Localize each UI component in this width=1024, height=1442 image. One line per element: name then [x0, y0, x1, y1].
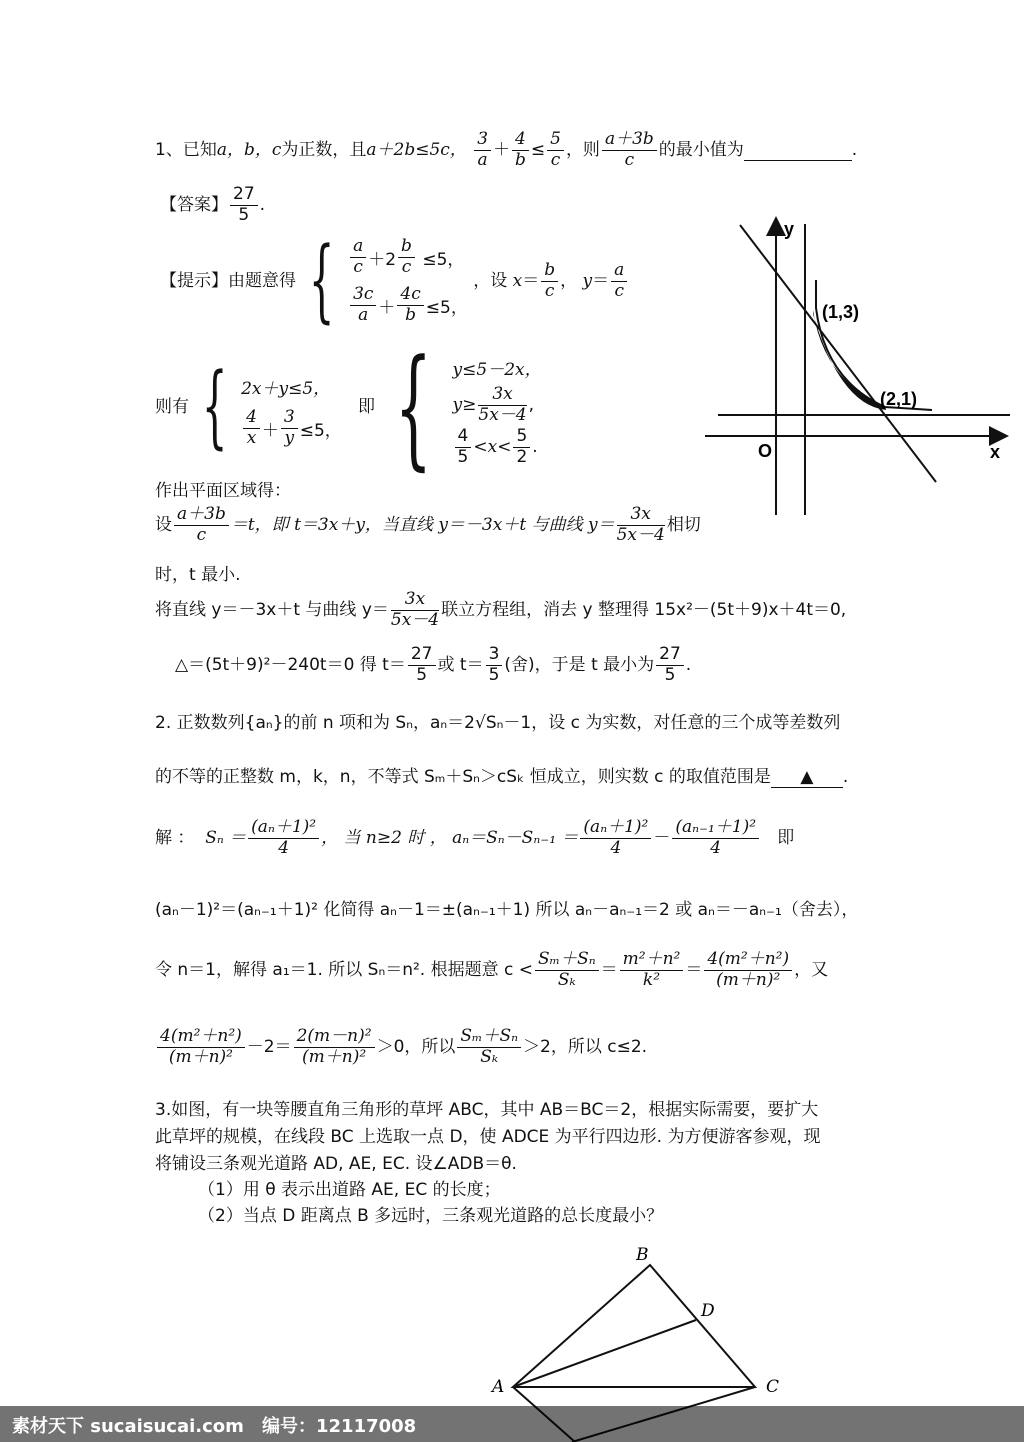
q2-solution-2: (aₙ－1)²＝(aₙ₋₁＋1)² 化简得 aₙ－1＝±(aₙ₋₁＋1) 所以 aₙ－aₙ₋₁＝2 或 aₙ＝－aₙ₋₁（舍去）， [155, 900, 859, 920]
label-a: A [492, 1377, 505, 1397]
y-label: y [784, 219, 795, 239]
q2-solution-3: 令 n＝1，解得 a₁＝1. 所以 Sₙ＝n². 根据题意 c < $\frac{\text{Sₘ＋Sₙ}}{\text{Sₖ}}$ ＝ $\frac{\text{m²＋n²}}{\text{k²}}$ ＝ $\frac{\text{4(m²＋n²)}}{\text{(m＋n)²}}$ ，又 [155, 949, 829, 990]
answer-fraction: $\frac{27}{5}$ [230, 185, 258, 225]
q1-let-t: 设 $\frac{a+3b}{c}$ ＝t，即 t＝3x＋y，当直线 y＝－3x＋t 与曲线 y＝ $\frac{3x}{5x-4}$ 相切 [155, 504, 701, 545]
q2-line2: 的不等的正整数 m，k，n，不等式 Sₘ＋Sₙ＞cSₖ 恒成立，则实数 c 的取值范围是 ▲ . [155, 767, 849, 787]
segment-ad [513, 1320, 696, 1387]
target-fraction: $\frac{a+3b}{c}$ [602, 130, 657, 170]
x-label: x [990, 442, 1001, 462]
watermark-bar [0, 1406, 1024, 1442]
point-label-2-1: (2,1) [880, 389, 918, 409]
q1-when: 时，t 最小. [155, 565, 241, 585]
answer-blank: ▲ [771, 767, 843, 788]
q1-region-text: 作出平面区域得： [155, 481, 291, 501]
system-1: $\frac{a}{c}$ ＋2 $\frac{b}{c}$ ≤5， $\frac{3c}{a}$ ＋ $\frac{4c}{b}$ ≤5， [348, 240, 468, 322]
q2-solution-4: $\frac{\text{4(m²＋n²)}}{\text{(m＋n)²}}$ －2＝ $\frac{\text{2(m－n)²}}{\text{(m＋n)²}}$ ＞0，所以 $\frac{\text{Sₘ＋Sₙ}}{\text{Sₖ}}$ ＞2，所以 c≤2. [155, 1027, 647, 1067]
label-b: B [636, 1245, 649, 1265]
q1-answer: 【答案】 $\frac{27}{5}$ . [160, 184, 266, 225]
q2-solution-1: 解 ： Sₙ ＝ $\frac{\text{(aₙ＋1)²}}{4}$ ， 当 n≥2 时 ， aₙ＝Sₙ－Sₙ₋₁ ＝ $\frac{\text{(aₙ＋1)²}}{4}$ － $\frac{\text{(aₙ₋₁＋1)²}}{4}$ 即 [155, 817, 795, 858]
q2-line1: 2. 正数数列{aₙ}的前 n 项和为 Sₙ，aₙ＝2√Sₙ－1，设 c 为实数，对任意的三个成等差数列 [155, 713, 841, 733]
fraction: $\frac{4}{b}$ [512, 130, 529, 170]
q3-line3: 将铺设三条观光道路 AD, AE, EC. 设∠ADB＝θ. [155, 1154, 517, 1174]
q1-solve: 将直线 y＝－3x＋t 与曲线 y＝ $\frac{3x}{5x-4}$ 联立方程组，消去 y 整理得 15x²－(5t＋9)x＋4t＝0, [155, 589, 847, 630]
q3-sub1: （1）用 θ 表示出道路 AE, EC 的长度； [198, 1180, 501, 1200]
region-graph [700, 210, 1020, 530]
q3-sub2: （2）当点 D 距离点 B 多远时，三条观光道路的总长度最小？ [198, 1206, 664, 1226]
answer-blank [744, 140, 852, 161]
watermark-site: 素材天下 sucaisucai.com [12, 1416, 244, 1437]
label-d: D [701, 1301, 715, 1321]
q3-line2: 此草坪的规模，在线段 BC 上选取一点 D，使 ADCE 为平行四边形. 为方便游客参观，现 [155, 1127, 821, 1147]
label-c: C [766, 1377, 780, 1397]
q1-hint: 【提示】由题意得 { $\frac{a}{c}$ ＋2 $\frac{b}{c}$ ≤5， $\frac{3c}{a}$ ＋ $\frac{4c}{b}$ ≤5， ，设 x＝ $\frac{b}{c}$ ， y＝ $\frac{a}{c}$ [160, 240, 629, 322]
origin-label: O [758, 441, 773, 461]
fraction: $\frac{3}{a}$ [474, 130, 491, 170]
q3-line1: 3.如图，有一块等腰直角三角形的草坪 ABC，其中 AB＝BC＝2，根据实际需要，要扩大 [155, 1100, 819, 1120]
system-3: y≤5－2x， y≥ $\frac{3x}{5x-4}$ , $\frac{4}{5}$ <x< $\frac{5}{2}$ . [452, 359, 542, 467]
q1-system: 则有 { 2x＋y≤5， $\frac{4}{x}$ ＋ $\frac{3}{y}$ ≤5， 即 { y≤5－2x， y≥ $\frac{3x}{5x-4}$ , $\frac{4}{5}$ <x< $\frac{5}{2}$ . [155, 331, 542, 483]
point-label-1-3: (1,3) [822, 302, 860, 322]
fraction: $\frac{5}{c}$ [547, 130, 564, 170]
q1-statement: 1、已知a，b，c为正数，且a＋2b≤5c， $\frac{3}{a}$ ＋ $\frac{4}{b}$ ≤ $\frac{5}{c}$ ，则 $\frac{a+3b}{c}$ 的最小值为 . [155, 129, 858, 170]
q1-delta: △＝(5t＋9)²－240t＝0 得 t＝ $\frac{27}{5}$ 或 t＝ $\frac{3}{5}$ (舍)，于是 t 最小为 $\frac{27}{5}$ . [175, 644, 692, 685]
watermark-code: 编号：12117008 [262, 1416, 417, 1437]
shaded-region [813, 310, 886, 410]
triangle-abc [513, 1265, 755, 1387]
system-2: 2x＋y≤5， $\frac{4}{x}$ ＋ $\frac{3}{y}$ ≤5， [241, 378, 342, 448]
